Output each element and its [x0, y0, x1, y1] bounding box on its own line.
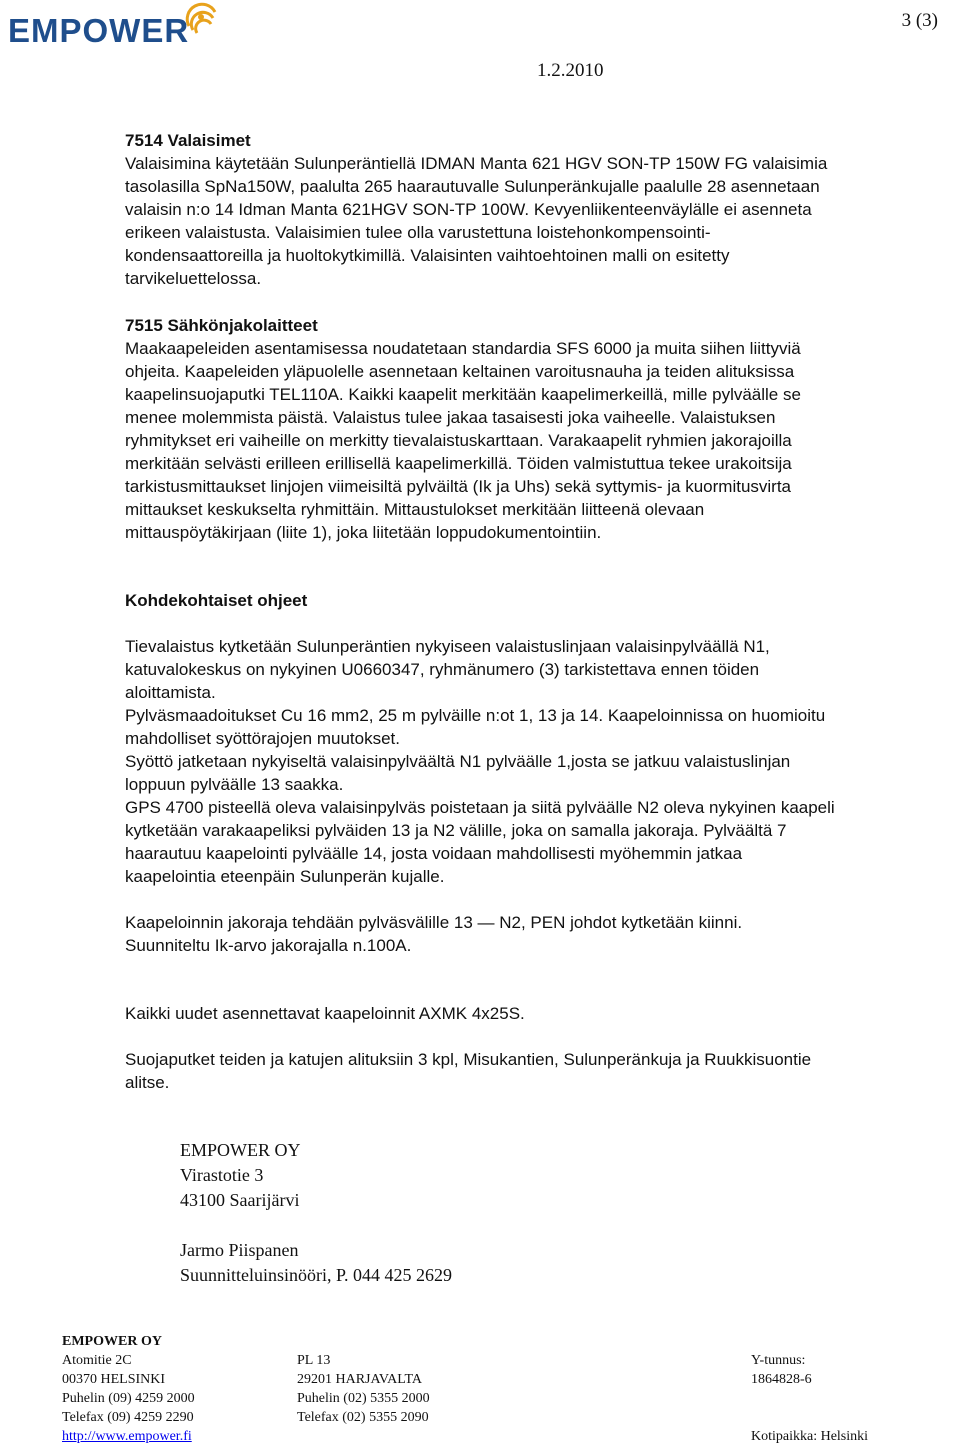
footer-line: Puhelin (09) 4259 2000 [62, 1391, 195, 1406]
footer-col-3 [751, 1351, 812, 1389]
footer-line: 00370 HELSINKI [62, 1372, 166, 1387]
section-body-7514 [125, 152, 827, 290]
text-line: tarvikeluettelossa. [125, 269, 262, 288]
text-line: menee molemmista päistä. Valaistus tulee jakaa tasaisesti joka vaiheelle. Valaistuksen [125, 408, 776, 427]
footer-line: Telefax (09) 4259 2290 [62, 1410, 194, 1425]
text-line: loppuun pylväälle 13 saakka. [125, 775, 344, 794]
text-line: katuvalokeskus on nykyinen U0660347, ryhmänumero (3) tarkistettava ennen töiden [125, 660, 760, 679]
text-line: haarautuu kaapelointi pylväälle 14, josta voidaan mahdollisesti myöhemmin jatkaa [125, 844, 743, 863]
text-line: kytketään varakaapeliksi pylväiden 13 ja N2 välille, joka on samalla jakoraja. Pylväältä 7 [125, 821, 787, 840]
footer-line: Puhelin (02) 5355 2000 [297, 1391, 430, 1406]
kohde-heading: Kohdekohtaiset ohjeet [125, 591, 308, 610]
text-line: Suunniteltu Ik-arvo jakorajalla n.100A. [125, 936, 412, 955]
footer-line: 29201 HARJAVALTA [297, 1372, 423, 1387]
footer-line: Telefax (02) 5355 2090 [297, 1410, 429, 1425]
text-line: aloittamista. [125, 683, 216, 702]
footer-line: Atomitie 2C [62, 1353, 132, 1368]
text-line: Pylväsmaadoitukset Cu 16 mm2, 25 m pylväille n:ot 1, 13 ja 14. Kaapeloinnissa on huomioitu [125, 706, 826, 725]
text-line: tarkistusmittaukset linjojen viimeisiltä pylväiltä (Ik ja Uhs) sekä syttymis- ja kuormitusvirta [125, 477, 792, 496]
signature-street: Virastotie 3 [180, 1165, 264, 1185]
text-line: mittaukset keskukselta ryhmittäin. Mittaustulokset merkitään liitteenä olevaan [125, 500, 705, 519]
text-line: mittauspöytäkirjaan (liite 1), joka liitetään loppudokumentointiin. [125, 523, 602, 542]
signature-title: Suunnitteluinsinööri, P. 044 425 2629 [180, 1265, 453, 1285]
text-line: mahdolliset syöttörajojen muutokset. [125, 729, 400, 748]
sun-icon [187, 4, 215, 33]
section-heading-7515: 7515 Sähkönjakolaitteet [125, 316, 318, 335]
text-line: ohjeita. Kaapeleiden yläpuolelle asennetaan keltainen varoitusnauha ja teiden alituksissa [125, 362, 795, 381]
footer-line: PL 13 [297, 1353, 331, 1368]
footer-seat: Kotipaikka: Helsinki [751, 1429, 869, 1444]
section-heading-7514: 7514 Valaisimet [125, 131, 251, 150]
footer-line: Y-tunnus: [751, 1353, 806, 1368]
section-body-7515 [125, 337, 801, 544]
text-line: valaisin n:o 14 Idman Manta 621HGV SON-TP 100W. Kevyenliikenteenväylälle ei asenneta [125, 200, 812, 219]
text-line: Valaisimina käytetään Sulunperäntiellä IDMAN Manta 621 HGV SON-TP 150W FG valaisimia [125, 154, 828, 173]
page-number: 3 (3) [901, 10, 938, 31]
kohde-block-2 [125, 911, 742, 957]
footer-line: 1864828-6 [751, 1372, 812, 1387]
signature-block [180, 1138, 452, 1288]
document-date: 1.2.2010 [537, 60, 604, 81]
svg-text:EMPOWER: EMPOWER [8, 12, 190, 48]
empower-logo [8, 0, 223, 48]
text-line: alitse. [125, 1073, 170, 1092]
text-line: tasolasilla SpNa150W, paalulta 265 haarautuvalle Sulunperänkujalle paalulle 28 asennetaan [125, 177, 820, 196]
text-line: Syöttö jatketaan nykyiseltä valaisinpylväältä N1 pylväälle 1,josta se jatkuu valaistuslinjan [125, 752, 791, 771]
text-line: GPS 4700 pisteellä oleva valaisinpylväs poistetaan ja siitä pylväälle N2 oleva nykyinen kaapeli [125, 798, 835, 817]
footer-col-1 [62, 1351, 195, 1446]
signature-company: EMPOWER OY [180, 1140, 301, 1160]
kohde-block-4 [125, 1048, 811, 1094]
text-line: Tievalaistus kytketään Sulunperäntien nykyiseen valaistuslinjaan valaisinpylväällä N1, [125, 637, 770, 656]
footer-company: EMPOWER OY [62, 1334, 162, 1349]
text-line: kaapelointia eteenpäin Sulunperän kujalle. [125, 867, 445, 886]
text-line: Suojaputket teiden ja katujen alituksiin 3 kpl, Misukantien, Sulunperänkuja ja Ruukkisuontie [125, 1050, 812, 1069]
text-line: ryhmitykset eri vaiheille on merkitty tievalaistuskarttaan. Varakaapelit ryhmien jakorajoilla [125, 431, 792, 450]
text-line: merkitään selvästi erilleen erillisellä kaapelimerkillä. Töiden valmistuttua tekee urakoitsija [125, 454, 792, 473]
text-line: Maakaapeleiden asentamisessa noudatetaan standardia SFS 6000 ja muita siihen liittyviä [125, 339, 801, 358]
text-line: erikeen valaistusta. Valaisimien tulee olla varustettuna loistehonkompensointi- [125, 223, 711, 242]
kohde-block-1 [125, 635, 835, 888]
website-link[interactable]: http://www.empower.fi [62, 1429, 192, 1444]
text-line: kaapelinsuojaputki TEL110A. Kaikki kaapelit merkitään kaapelimerkeillä, mille pylväälle se [125, 385, 801, 404]
kohde-block-3: Kaikki uudet asennettavat kaapeloinnit AXMK 4x25S. [125, 1004, 525, 1023]
signature-name: Jarmo Piispanen [180, 1240, 299, 1260]
signature-city: 43100 Saarijärvi [180, 1190, 300, 1210]
text-line: Kaapeloinnin jakoraja tehdään pylväsvälille 13 — N2, PEN johdot kytketään kiinni. [125, 913, 743, 932]
text-line: kondensaattoreilla ja huoltokytkimillä. Valaisinten vaihtoehtoinen malli on esitetty [125, 246, 730, 265]
footer-col-2 [297, 1351, 430, 1427]
